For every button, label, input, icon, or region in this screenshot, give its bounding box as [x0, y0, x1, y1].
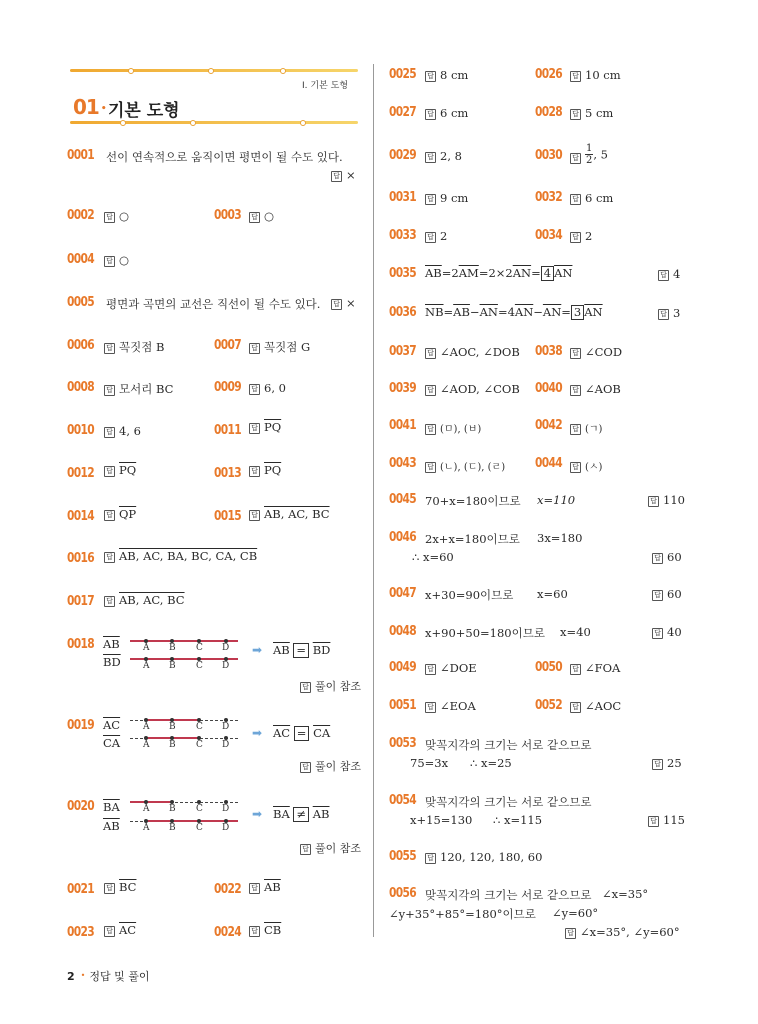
- answer-icon: 답: [648, 496, 659, 507]
- answer-icon: 답: [425, 109, 436, 120]
- problem-number: 0022: [214, 882, 242, 897]
- answer-icon: 답: [425, 152, 436, 163]
- problem-number: 0014: [67, 509, 95, 524]
- answer: 답 4, 6: [104, 424, 141, 438]
- answer: 답 2, 8: [425, 149, 462, 163]
- answer: 답 115: [648, 813, 685, 827]
- answer-icon: 답: [104, 552, 115, 563]
- problem-number: 0049: [389, 660, 417, 675]
- problem-number: 0042: [535, 418, 563, 433]
- answer: 답 풀이 참조: [300, 840, 361, 856]
- problem-number: 0015: [214, 509, 242, 524]
- line-symbol: $\overline{PQ}$: [119, 463, 137, 477]
- problem-number: 0054: [389, 793, 417, 808]
- problem-number: 0019: [67, 718, 95, 733]
- answer-icon: 답: [104, 256, 115, 267]
- point-label: B: [169, 643, 176, 653]
- problem-text: 평면과 곡면의 교선은 직선이 될 수도 있다.: [106, 297, 321, 311]
- problem-number: 0043: [389, 456, 417, 471]
- answer-icon: 답: [658, 270, 669, 281]
- footer-separator: •: [80, 971, 86, 980]
- problem-number: 0046: [389, 530, 417, 545]
- point-label: B: [169, 740, 176, 750]
- answer: 답 10 cm: [570, 68, 621, 82]
- point-label: C: [196, 643, 203, 653]
- comparison: $\overline{BA} \ne \overline{AB}$: [273, 807, 330, 821]
- answer: [104, 549, 257, 563]
- answer-icon: 답: [425, 702, 436, 713]
- problem-number: 0045: [389, 492, 417, 507]
- answer: 답 6, 0: [249, 381, 286, 395]
- problem-number: 0041: [389, 418, 417, 433]
- answer-icon: 답: [249, 384, 260, 395]
- point-label: B: [169, 661, 176, 671]
- point-label: B: [169, 823, 176, 833]
- problem-number: 0017: [67, 594, 95, 609]
- answer: 답 ∠EOA: [425, 699, 476, 713]
- answer: 답 6 cm: [425, 106, 468, 120]
- problem-number: 0011: [214, 423, 242, 438]
- answer-icon: 답: [570, 462, 581, 473]
- answer: 답 2: [425, 229, 447, 243]
- ray-symbol: $\overline{PQ}$: [264, 420, 282, 434]
- problem-number: 0016: [67, 551, 95, 566]
- problem-number: 0009: [214, 380, 242, 395]
- answer: 답 25: [652, 756, 682, 770]
- answer: [249, 880, 281, 894]
- answer-icon: 답: [425, 71, 436, 82]
- figure-label: $\overline{AC}$: [103, 718, 121, 732]
- answer: 답 60: [652, 587, 682, 601]
- point-label: A: [143, 740, 150, 750]
- solution-line: x=110: [537, 493, 576, 507]
- answer: [104, 923, 136, 937]
- answer: 답 2: [570, 229, 592, 243]
- problem-number: 0029: [389, 148, 417, 163]
- problem-number: 0056: [389, 886, 417, 901]
- answer-icon: 답: [425, 232, 436, 243]
- answer-icon: 답: [104, 427, 115, 438]
- ray-symbol: AB, AC, BC: [264, 507, 330, 521]
- answer-icon: 답: [425, 194, 436, 205]
- answer-icon: 답: [104, 596, 115, 607]
- header-bar-top: [70, 69, 358, 72]
- segment-symbol: $\overline{AB}$: [264, 880, 281, 894]
- solution-line: $\overline{NB}=\overline{AB}-\overline{AN}=4\overline{AN}-\overline{AN}= 3$ $\overline{AN}$: [425, 305, 603, 319]
- answer-icon: 답: [425, 424, 436, 435]
- problem-number: 0036: [389, 305, 417, 320]
- problem-number: 0033: [389, 228, 417, 243]
- point-label: D: [222, 804, 230, 814]
- point-label: C: [196, 740, 203, 750]
- answer-icon: 답: [570, 702, 581, 713]
- point-label: D: [222, 823, 230, 833]
- problem-number: 0010: [67, 423, 95, 438]
- problem-number: 0055: [389, 849, 417, 864]
- answer-icon: 답: [425, 664, 436, 675]
- ray-symbol: $\overline{PQ}$: [264, 463, 282, 477]
- point-label: D: [222, 722, 230, 732]
- answer: 답 풀이 참조: [300, 758, 361, 774]
- problem-number: 0013: [214, 466, 242, 481]
- problem-number: 0003: [214, 208, 242, 223]
- page-footer: [67, 968, 150, 984]
- answer-icon: 답: [648, 816, 659, 827]
- header-dot: [128, 68, 134, 74]
- answer: [104, 593, 185, 607]
- problem-number: 0037: [389, 344, 417, 359]
- solution-line: $\overline{AB}=2\overline{AM}=2\times 2\overline{AN}= 4$ $\overline{AN}$: [425, 266, 573, 280]
- point-label: C: [196, 823, 203, 833]
- answer: 답 ○: [104, 209, 129, 223]
- answer-icon: 답: [249, 510, 260, 521]
- answer-icon: 답: [249, 883, 260, 894]
- solution-line: x=40: [560, 625, 591, 639]
- solution-line: ∴ x=25: [470, 756, 512, 770]
- problem-number: 0008: [67, 380, 95, 395]
- section-label: Ⅰ. 기본 도형: [302, 81, 349, 91]
- answer: 답 40: [652, 625, 682, 639]
- answer: 답 110: [648, 493, 685, 507]
- page-number: 2: [67, 970, 75, 983]
- answer-icon: 답: [425, 348, 436, 359]
- solution-line: 맞꼭지각의 크기는 서로 같으므로: [425, 888, 592, 902]
- segment-symbol: AB, AC, BC: [119, 593, 185, 607]
- point-label: C: [196, 661, 203, 671]
- problem-number: 0020: [67, 799, 95, 814]
- solution-line: ∠y+35°+85°=180°이므로: [389, 907, 536, 921]
- answer-icon: 답: [570, 385, 581, 396]
- header-dot: [300, 120, 306, 126]
- problem-number: 0028: [535, 105, 563, 120]
- figure-label: $\overline{CA}$: [103, 736, 121, 750]
- problem-number: 0012: [67, 466, 95, 481]
- answer: 답 ∠COD: [570, 345, 622, 359]
- answer: 답 ∠AOB: [570, 382, 621, 396]
- answer: [104, 880, 136, 894]
- answer: 답 (ㅁ), (ㅂ): [425, 420, 481, 435]
- answer: 답 ∠AOC, ∠DOB: [425, 345, 520, 359]
- answer-icon: 답: [104, 883, 115, 894]
- answer-icon: 답: [331, 299, 342, 310]
- answer-icon: 답: [249, 466, 260, 477]
- answer: [249, 923, 281, 937]
- answer: 답 (ㄴ), (ㄷ), (ㄹ): [425, 458, 505, 473]
- problem-number: 0026: [535, 67, 563, 82]
- solution-line: x+15=130: [410, 813, 473, 827]
- problem-number: 0002: [67, 208, 95, 223]
- answer-icon: 답: [104, 212, 115, 223]
- solution-line: ∠y=60°: [552, 906, 599, 920]
- solution-line: ∴ x=115: [493, 813, 543, 827]
- problem-number: 0052: [535, 698, 563, 713]
- answer-icon: 답: [570, 232, 581, 243]
- problem-number: 0027: [389, 105, 417, 120]
- answer-icon: 답: [331, 171, 342, 182]
- figure-label: $\overline{AB}$: [103, 819, 120, 833]
- answer: 답 ∠AOC: [570, 699, 621, 713]
- point-label: A: [143, 823, 150, 833]
- point-label: A: [143, 804, 150, 814]
- point-label: D: [222, 740, 230, 750]
- answer: 답 꼭짓점 G: [249, 339, 310, 355]
- answer-icon: 답: [104, 385, 115, 396]
- answer: [104, 463, 136, 477]
- answer: 답 모서리 BC: [104, 381, 173, 397]
- problem-number: 0018: [67, 637, 95, 652]
- problem-number: 0035: [389, 266, 417, 281]
- answer-icon: 답: [104, 926, 115, 937]
- point-label: C: [196, 804, 203, 814]
- arrow-right-icon: ➡: [252, 643, 263, 657]
- answer: [249, 507, 330, 521]
- answer-icon: 답: [249, 926, 260, 937]
- header-dot: [208, 68, 214, 74]
- answer-icon: 답: [570, 664, 581, 675]
- answer-icon: 답: [104, 510, 115, 521]
- answer: 답 (ㄱ): [570, 420, 602, 435]
- answer-icon: 답: [652, 759, 663, 770]
- answer: 답 ○: [104, 253, 129, 267]
- answer: 답 120, 120, 180, 60: [425, 850, 542, 864]
- chapter-title: 기본 도형: [108, 101, 180, 121]
- problem-number: 0021: [67, 882, 95, 897]
- problem-number: 0006: [67, 338, 95, 353]
- problem-number: 0050: [535, 660, 563, 675]
- answer-icon: 답: [570, 71, 581, 82]
- figure-label: $\overline{AB}$: [103, 637, 120, 651]
- point-label: C: [196, 722, 203, 732]
- footer-label: 정답 및 풀이: [89, 970, 150, 983]
- solution-line: ∴ x=60: [412, 550, 454, 564]
- problem-number: 0048: [389, 624, 417, 639]
- figure-label: $\overline{BD}$: [103, 655, 121, 669]
- problem-number: 0007: [214, 338, 242, 353]
- solution-line: x+90+50=180이므로: [425, 626, 545, 640]
- problem-number: 0034: [535, 228, 563, 243]
- answer-icon: 답: [570, 153, 581, 164]
- answer-icon: 답: [570, 194, 581, 205]
- answer: 답 $\frac{1}{2}$ , 5: [570, 143, 608, 166]
- header-dot: [280, 68, 286, 74]
- arrow-right-icon: ➡: [252, 726, 263, 740]
- answer: 답 9 cm: [425, 191, 468, 205]
- answer: 답 3: [658, 306, 680, 320]
- solution-line: 75=3x: [410, 756, 449, 770]
- answer-icon: 답: [104, 466, 115, 477]
- problem-number: 0040: [535, 381, 563, 396]
- problem-text: 선이 연속적으로 움직이면 평면이 될 수도 있다.: [106, 150, 343, 164]
- answer: 답 ∠DOE: [425, 661, 477, 675]
- answer: 답 ∠AOD, ∠COB: [425, 382, 520, 396]
- problem-number: 0038: [535, 344, 563, 359]
- solution-line: x+30=90이므로: [425, 588, 514, 602]
- problem-number: 0051: [389, 698, 417, 713]
- answer: [104, 507, 136, 521]
- solution-line: x=60: [537, 587, 568, 601]
- answer-icon: 답: [300, 682, 311, 693]
- answer: 답 (ㅅ): [570, 458, 602, 473]
- figure-label: $\overline{BA}$: [103, 800, 120, 814]
- answer-icon: 답: [249, 423, 260, 434]
- answer: 답 5 cm: [570, 106, 613, 120]
- answer-icon: 답: [570, 424, 581, 435]
- problem-number: 0044: [535, 456, 563, 471]
- answer-icon: 답: [300, 844, 311, 855]
- answer-icon: 답: [565, 928, 576, 939]
- problem-number: 0031: [389, 190, 417, 205]
- point-label: D: [222, 643, 230, 653]
- solution-line: 맞꼭지각의 크기는 서로 같으므로: [425, 795, 592, 809]
- answer-icon: 답: [658, 309, 669, 320]
- answer: 답 ∠x=35°, ∠y=60°: [565, 925, 680, 939]
- problem-number: 0004: [67, 252, 95, 267]
- problem-number: 0053: [389, 736, 417, 751]
- answer: [249, 420, 281, 434]
- arrow-right-icon: ➡: [252, 807, 263, 821]
- comparison: $\overline{AB} = \overline{BD}$: [273, 643, 331, 657]
- answer-icon: 답: [300, 762, 311, 773]
- answer-icon: 답: [652, 628, 663, 639]
- ray-symbol: $\overline{QP}$: [119, 507, 137, 521]
- point-label: D: [222, 661, 230, 671]
- answer-icon: 답: [425, 462, 436, 473]
- problem-number: 0030: [535, 148, 563, 163]
- solution-line: 맞꼭지각의 크기는 서로 같으므로: [425, 738, 592, 752]
- answer: 답 60: [652, 550, 682, 564]
- answer: 답 ×: [331, 168, 356, 182]
- column-divider: [373, 64, 374, 937]
- point-label: A: [143, 722, 150, 732]
- solution-line: 70+x=180이므로: [425, 494, 521, 508]
- comparison: $\overline{AC} = \overline{CA}$: [273, 726, 331, 740]
- problem-number: 0025: [389, 67, 417, 82]
- answer-icon: 답: [104, 343, 115, 354]
- answer: 답 ×: [331, 296, 356, 310]
- answer: 답 ○: [249, 209, 274, 223]
- problem-number: 0039: [389, 381, 417, 396]
- solution-line: 2x+x=180이므로: [425, 532, 520, 546]
- problem-number: 0032: [535, 190, 563, 205]
- ray-symbol: AB, AC, BA, BC, CA, CB: [119, 549, 258, 563]
- ray-figure: [130, 801, 173, 803]
- answer-icon: 답: [570, 109, 581, 120]
- point-label: B: [169, 804, 176, 814]
- solution-line: 3x=180: [537, 531, 583, 545]
- problem-number: 0001: [67, 148, 95, 163]
- ray-symbol: $\overline{CB}$: [264, 923, 282, 937]
- answer-icon: 답: [249, 343, 260, 354]
- answer: 답 풀이 참조: [300, 678, 361, 694]
- header-bar-bottom: [70, 121, 358, 124]
- problem-number: 0047: [389, 586, 417, 601]
- answer-icon: 답: [425, 385, 436, 396]
- problem-number: 0024: [214, 925, 242, 940]
- solution-line: ∠x=35°: [602, 887, 649, 901]
- fraction-numerator: 1: [586, 143, 593, 154]
- answer: 답 4: [658, 267, 680, 281]
- answer: 답 ∠FOA: [570, 661, 620, 675]
- problem-number: 0023: [67, 925, 95, 940]
- ray-symbol: $\overline{AC}$: [119, 923, 137, 937]
- point-label: B: [169, 722, 176, 732]
- answer-icon: 답: [249, 212, 260, 223]
- line-symbol: $\overline{BC}$: [119, 880, 137, 894]
- problem-number: 0005: [67, 295, 95, 310]
- answer: 답 6 cm: [570, 191, 613, 205]
- header-dot: [190, 120, 196, 126]
- answer-icon: 답: [425, 853, 436, 864]
- point-label: A: [143, 643, 150, 653]
- answer-icon: 답: [652, 590, 663, 601]
- answer: [249, 463, 281, 477]
- answer: 답 꼭짓점 B: [104, 339, 164, 355]
- answer: 답 8 cm: [425, 68, 468, 82]
- answer-icon: 답: [570, 348, 581, 359]
- chapter-number: 01 •: [73, 95, 106, 119]
- answer-icon: 답: [652, 553, 663, 564]
- fraction-denominator: 2: [586, 155, 593, 166]
- point-label: A: [143, 661, 150, 671]
